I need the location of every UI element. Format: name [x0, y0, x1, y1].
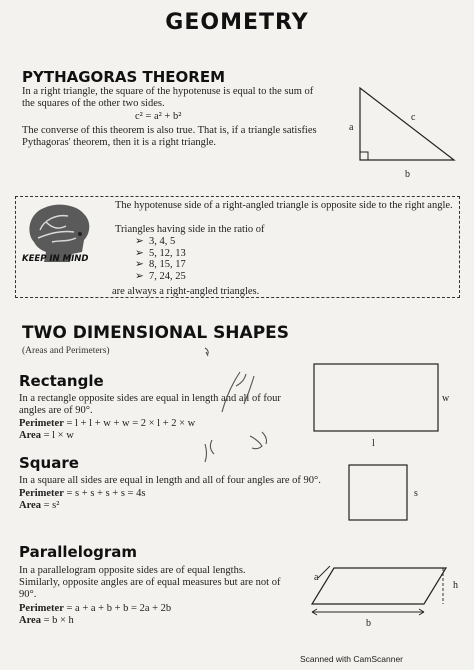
ratio-item: ➢ 8, 15, 17	[135, 259, 186, 270]
pythagoras-line4: Pythagoras' theorem, then it is a right triangle.	[22, 137, 217, 148]
two-dim-heading: TWO DIMENSIONAL SHAPES	[22, 323, 290, 343]
square-heading: Square	[19, 454, 79, 472]
handwritten-scribble	[250, 432, 267, 449]
arrow-icon: ➢	[135, 236, 144, 247]
rectangle-label-w: w	[442, 393, 450, 404]
arrow-icon: ➢	[135, 270, 144, 282]
parallelogram-perimeter: Perimeter = a + a + b + b = 2a + 2b	[19, 603, 172, 614]
pythagoras-heading: PYTHAGORAS THEOREM	[22, 68, 226, 86]
page-title: GEOMETRY	[165, 10, 309, 35]
rectangle-line2: angles are of 90°.	[19, 405, 93, 416]
square-perimeter: Perimeter = s + s + s + s = 4s	[19, 488, 146, 499]
parallelogram-line3: 90°.	[19, 589, 37, 600]
rectangle-heading: Rectangle	[19, 372, 104, 390]
square-area: Area = s²	[19, 500, 60, 511]
rectangle-area: Area = l × w	[19, 430, 74, 441]
parallelogram-line1: In a parallelogram opposite sides are of equal lengths.	[19, 565, 246, 576]
handwritten-scribble	[205, 440, 214, 462]
parallelogram-label-b: b	[366, 618, 371, 629]
square-figure	[349, 465, 407, 520]
keep-in-mind-label: KEEP IN MIND	[22, 254, 89, 264]
square-label-s: s	[414, 488, 418, 499]
arrow-icon: ➢	[135, 247, 144, 259]
arrow-icon: ➢	[135, 259, 144, 270]
handwritten-scribble	[205, 348, 208, 356]
pythagoras-formula: c² = a² + b²	[135, 111, 182, 122]
rectangle-perimeter: Perimeter = l + l + w + w = 2 × l + 2 × w	[19, 418, 196, 429]
triangle-label-a: a	[349, 122, 354, 133]
keep-line1: The hypotenuse side of a right-angled triangle is opposite side to the right angle.	[115, 200, 453, 211]
triangle-label-c: c	[411, 112, 416, 123]
ratio-item: ➢ 5, 12, 13	[135, 247, 186, 259]
parallelogram-area: Area = b × h	[19, 615, 74, 626]
parallelogram-figure	[312, 568, 446, 604]
keep-line2: Triangles having side in the ratio of	[115, 224, 265, 235]
handwritten-scribble	[222, 372, 254, 412]
square-line1: In a square all sides are equal in length and all of four angles are of 90°.	[19, 475, 321, 486]
parallelogram-label-h: h	[453, 580, 458, 591]
pythagoras-line3: The converse of this theorem is also true. That is, if a triangle satisfies	[22, 125, 317, 136]
ratio-item: ➢ 7, 24, 25	[135, 270, 186, 282]
parallelogram-label-a: a	[314, 572, 319, 583]
two-dim-subheading: (Areas and Perimeters)	[22, 346, 110, 356]
parallelogram-heading: Parallelogram	[19, 543, 138, 561]
parallelogram-line2: Similarly, opposite angles are of equal measures but are not of	[19, 577, 281, 588]
keep-line3: are always a right-angled triangles.	[112, 286, 260, 297]
rectangle-label-l: l	[372, 438, 375, 449]
rectangle-figure	[314, 364, 438, 431]
pythagoras-line2: the squares of the other two sides.	[22, 98, 165, 109]
scanner-footer: Scanned with CamScanner	[300, 654, 404, 664]
triangle-label-b: b	[405, 169, 410, 180]
ratio-item: ➢ 3, 4, 5	[135, 236, 176, 247]
pythagoras-line1: In a right triangle, the square of the hypotenuse is equal to the sum of	[22, 86, 314, 97]
rectangle-line1: In a rectangle opposite sides are equal in length and all of four	[19, 393, 281, 404]
